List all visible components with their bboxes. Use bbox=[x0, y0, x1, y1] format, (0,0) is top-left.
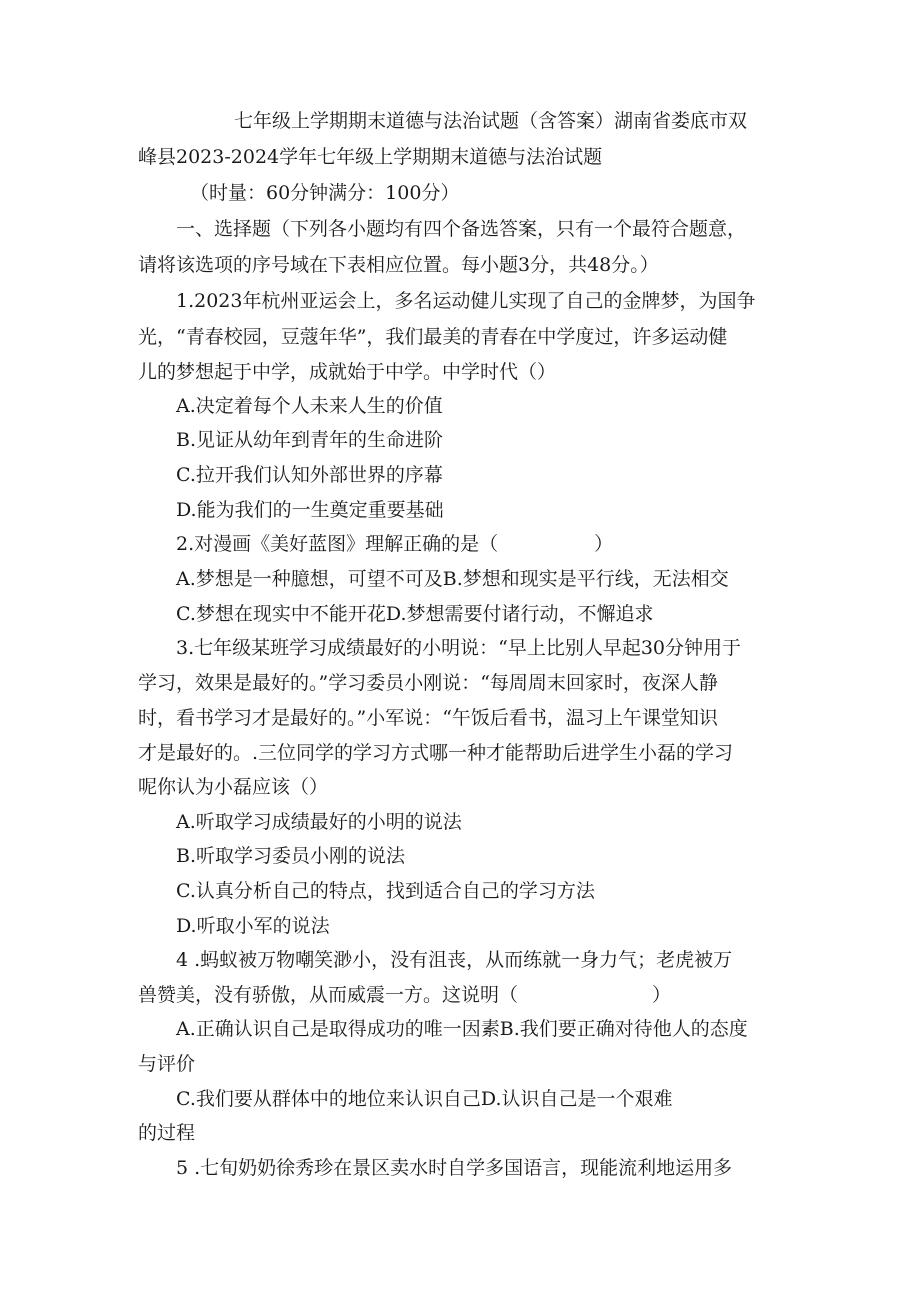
q3-stem-line-3: 时，看书学习才是最好的。”小军说：“午饭后看书，温习上午课堂知识 bbox=[138, 707, 718, 729]
q1-stem-line-2: 光，“青春校园，豆蔻年华”，我们最美的青春在中学度过，许多运动健 bbox=[138, 326, 728, 348]
q3-stem-line-5: 呢你认为小磊应该（） bbox=[138, 776, 329, 798]
q1-stem-line-1: 1.2023年杭州亚运会上，多名运动健儿实现了自己的金牌梦，为国争 bbox=[176, 290, 756, 312]
q3-stem-line-2: 学习，效果是最好的。”学习委员小刚说：“每周周末回家时，夜深人静 bbox=[138, 672, 718, 694]
q1-stem-line-3: 儿的梦想起于中学，成就始于中学。中学时代（） bbox=[138, 361, 557, 383]
q4-stem-line-2 bbox=[138, 982, 671, 1008]
q1-option-b: B.见证从幼年到青年的生命进阶 bbox=[176, 429, 444, 451]
q3-option-d: D.听取小军的说法 bbox=[176, 915, 330, 937]
q1-option-d: D.能为我们的一生奠定重要基础 bbox=[176, 499, 444, 521]
title-line-1: 七年级上学期期末道德与法治试题（含答案）湖南省娄底市双 bbox=[234, 110, 748, 132]
q4-stem-close: ） bbox=[652, 984, 672, 1006]
q3-option-b: B.听取学习委员小刚的说法 bbox=[176, 845, 406, 867]
q2-stem-close: ） bbox=[594, 533, 614, 555]
q2-options-ab: A.梦想是一种臆想，可望不可及B.梦想和现实是平行线，无法相交 bbox=[176, 568, 729, 590]
section-1-heading-line-1: 一、选择题（下列各小题均有四个备选答案，只有一个最符合题意， bbox=[176, 218, 747, 240]
q3-stem-line-4: 才是最好的。.三位同学的学习方式哪一种才能帮助后进学生小磊的学习 bbox=[138, 742, 734, 764]
q3-option-a: A.听取学习成绩最好的小明的说法 bbox=[176, 811, 462, 833]
q4-options-cd-line-2: 的过程 bbox=[138, 1122, 196, 1144]
q4-stem-text: 兽赞美，没有骄傲，从而威震一方。这说明（ bbox=[138, 984, 519, 1006]
q3-stem-line-1: 3.七年级某班学习成绩最好的小明说：“早上比别人早起30分钟用于 bbox=[176, 637, 742, 659]
q3-option-c: C.认真分析自己的特点，找到适合自己的学习方法 bbox=[176, 880, 595, 902]
q2-stem-text: 2.对漫画《美好蓝图》理解正确的是（ bbox=[176, 533, 499, 555]
exam-meta: （时量：60分钟满分：100分） bbox=[190, 182, 460, 204]
q1-option-c: C.拉开我们认知外部世界的序幕 bbox=[176, 464, 443, 486]
q2-options-cd: C.梦想在现实中不能开花D.梦想需要付诸行动，不懈追求 bbox=[176, 603, 654, 625]
section-1-heading-line-2: 请将该选项的序号域在下表相应位置。每小题3分，共48分。） bbox=[138, 254, 659, 276]
q2-stem bbox=[176, 531, 613, 557]
q4-stem-line-1: 4 .蚂蚁被万物嘲笑渺小，没有沮丧，从而练就一身力气；老虎被万 bbox=[176, 949, 733, 971]
title-line-2: 峰县2023-2024学年七年级上学期期末道德与法治试题 bbox=[138, 146, 603, 168]
q1-option-a: A.决定着每个人未来人生的价值 bbox=[176, 395, 443, 417]
q4-options-ab-line-1: A.正确认识自己是取得成功的唯一因素B.我们要正确对待他人的态度 bbox=[176, 1018, 748, 1040]
q4-options-cd-line-1: C.我们要从群体中的地位来认识自己D.认识自己是一个艰难 bbox=[176, 1088, 673, 1110]
q5-stem-line-1: 5 .七旬奶奶徐秀珍在景区卖水时自学多国语言，现能流利地运用多 bbox=[176, 1157, 733, 1179]
q4-options-ab-line-2: 与评价 bbox=[138, 1053, 196, 1075]
